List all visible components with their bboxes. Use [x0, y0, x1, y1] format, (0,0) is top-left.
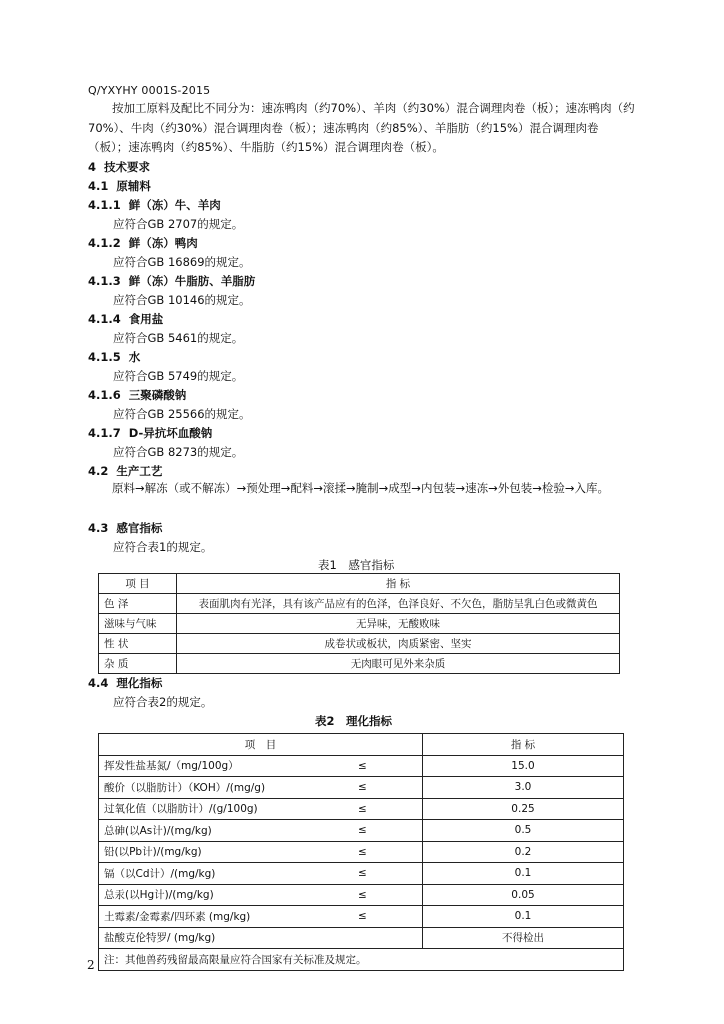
table-row — [99, 614, 620, 634]
table-cell: 表面肌肉有光泽，具有该产品应有的色泽，色泽良好、不欠色，脂肪呈乳白色或微黄色 — [177, 594, 620, 614]
section-number: 4.1.3 — [88, 274, 121, 288]
table1-caption: 表1 感官指标 — [318, 558, 395, 572]
table-header-cell: 项 目 — [99, 574, 177, 594]
table-cell: 不得检出 — [423, 927, 624, 949]
table-row — [99, 798, 624, 820]
section-number: 4.1.2 — [88, 236, 121, 250]
section-title: 鲜（冻）牛脂肪、羊脂肪 — [128, 274, 256, 288]
table-cell: 成卷状或板状，肉质紧密、坚实 — [177, 634, 620, 654]
section-number: 4.1.6 — [88, 388, 121, 402]
table-header-row — [99, 574, 620, 594]
section-title: 感官指标 — [116, 521, 163, 535]
section-title: 原辅料 — [116, 179, 151, 193]
section-4-1-6-heading — [88, 387, 186, 403]
table-cell: 盐酸克伦特罗/ (mg/kg) — [99, 927, 359, 949]
sensory-index-table — [98, 573, 620, 674]
section-4-2-body: 原料→解冻（或不解冻）→预处理→配料→滚揉→腌制→成型→内包装→速冻→外包装→检验→入库。 — [112, 481, 609, 495]
table-cell: 0.2 — [423, 841, 624, 863]
table-cell: 无异味，无酸败味 — [177, 614, 620, 634]
table-cell: ≤ — [358, 777, 423, 799]
section-number: 4.1 — [88, 179, 109, 193]
table2-caption: 表2 理化指标 — [315, 714, 393, 728]
section-number: 4.3 — [88, 521, 109, 535]
section-title: D-异抗坏血酸钠 — [128, 426, 213, 440]
table-cell: 0.5 — [423, 820, 624, 842]
table-header-cell: 指 标 — [177, 574, 620, 594]
table-cell: ≤ — [358, 906, 423, 928]
section-4-1-5-heading — [88, 349, 140, 365]
section-4-1-3-body: 应符合GB 10146的规定。 — [113, 293, 251, 307]
section-4-3-body: 应符合表1的规定。 — [113, 540, 213, 554]
table-cell: 土霉素/金霉素/四环素 (mg/kg) — [99, 906, 359, 928]
section-4-1-7-body: 应符合GB 8273的规定。 — [113, 445, 244, 459]
table-cell: 挥发性盐基氮/（mg/100g） — [99, 755, 359, 777]
table-header-cell: 指 标 — [423, 734, 624, 756]
section-4-1-3-heading — [88, 273, 255, 289]
table-row — [99, 634, 620, 654]
section-number: 4.2 — [88, 464, 109, 478]
table-cell: 性 状 — [99, 634, 177, 654]
table-cell: ≤ — [358, 755, 423, 777]
section-4-1-4-heading — [88, 311, 163, 327]
section-4-4-heading — [88, 675, 162, 691]
section-title: 鲜（冻）牛、羊肉 — [128, 198, 221, 212]
section-title: 理化指标 — [116, 676, 163, 690]
table-cell: 过氧化值（以脂肪计）/(g/100g) — [99, 798, 359, 820]
section-title: 技术要求 — [104, 160, 151, 174]
section-title: 食用盐 — [128, 312, 164, 326]
table-cell: 0.1 — [423, 906, 624, 928]
section-4-2-heading — [88, 463, 162, 479]
section-number: 4.4 — [88, 676, 109, 690]
table-row — [99, 927, 624, 949]
table-cell: 色 泽 — [99, 594, 177, 614]
table-cell: 3.0 — [423, 777, 624, 799]
section-4-4-body: 应符合表2的规定。 — [113, 695, 213, 709]
table-row — [99, 820, 624, 842]
table-row — [99, 906, 624, 928]
table-cell: 总汞(以Hg计)/(mg/kg) — [99, 884, 359, 906]
section-4-3-heading — [88, 520, 162, 536]
table-cell: 滋味与气味 — [99, 614, 177, 634]
table-cell: 杂 质 — [99, 654, 177, 674]
section-number: 4.1.4 — [88, 312, 121, 326]
table-cell: 酸价（以脂肪计）（KOH）/(mg/g) — [99, 777, 359, 799]
table-note: 注：其他兽药残留最高限量应符合国家有关标准及规定。 — [99, 949, 624, 971]
section-4-1-2-heading — [88, 235, 198, 251]
section-4-1-7-heading — [88, 425, 212, 441]
table-header-row — [99, 734, 624, 756]
table-cell: ≤ — [358, 820, 423, 842]
table-row — [99, 841, 624, 863]
section-number: 4.1.1 — [88, 198, 121, 212]
table-row — [99, 594, 620, 614]
table-row — [99, 654, 620, 674]
section-number: 4.1.7 — [88, 426, 121, 440]
section-4-1-1-heading — [88, 197, 221, 213]
section-title: 水 — [128, 350, 141, 364]
table-note-row — [99, 949, 624, 971]
table-cell: ≤ — [358, 863, 423, 885]
table-cell: 0.25 — [423, 798, 624, 820]
section-title: 鲜（冻）鸭肉 — [128, 236, 198, 250]
table-cell: 0.05 — [423, 884, 624, 906]
table-header-cell: 项 目 — [99, 734, 423, 756]
table-cell: 镉（以Cd计）/(mg/kg) — [99, 863, 359, 885]
table-cell: 0.1 — [423, 863, 624, 885]
table-cell: ≤ — [358, 884, 423, 906]
document-code: Q/YXYHY 0001S-2015 — [88, 84, 211, 97]
table-cell: ≤ — [358, 841, 423, 863]
section-4-1-6-body: 应符合GB 25566的规定。 — [113, 407, 251, 421]
section-4-1-heading — [88, 178, 151, 194]
intro-paragraph: 按加工原料及配比不同分为：速冻鸭肉（约70%）、羊肉（约30%）混合调理肉卷（板）；速冻鸭肉（约70%）、牛肉（约30%）混合调理肉卷（板）；速冻鸭肉（约85%）、羊脂肪（约15%）混合调理肉卷（板）；速冻鸭肉（约85%）、牛脂肪（约15%）混合调理肉卷（板）。 — [88, 101, 635, 154]
section-4-1-2-body: 应符合GB 16869的规定。 — [113, 255, 251, 269]
page-number: 2 — [87, 958, 95, 972]
section-4-1-1-body: 应符合GB 2707的规定。 — [113, 217, 244, 231]
table-cell: 总砷(以As计)/(mg/kg) — [99, 820, 359, 842]
table-cell: 铅(以Pb计)/(mg/kg) — [99, 841, 359, 863]
table-row — [99, 777, 624, 799]
physicochemical-index-table — [98, 733, 624, 971]
table-cell: 15.0 — [423, 755, 624, 777]
section-number: 4.1.5 — [88, 350, 121, 364]
table-row — [99, 755, 624, 777]
section-4-1-4-body: 应符合GB 5461的规定。 — [113, 331, 244, 345]
table-row — [99, 863, 624, 885]
section-4-1-5-body: 应符合GB 5749的规定。 — [113, 369, 244, 383]
section-title: 生产工艺 — [116, 464, 163, 478]
table-cell: ≤ — [358, 798, 423, 820]
section-title: 三聚磷酸钠 — [128, 388, 187, 402]
section-number: 4 — [88, 160, 97, 174]
table-cell: 无肉眼可见外来杂质 — [177, 654, 620, 674]
table-cell — [358, 927, 423, 949]
section-4-heading — [88, 159, 150, 175]
table-row — [99, 884, 624, 906]
